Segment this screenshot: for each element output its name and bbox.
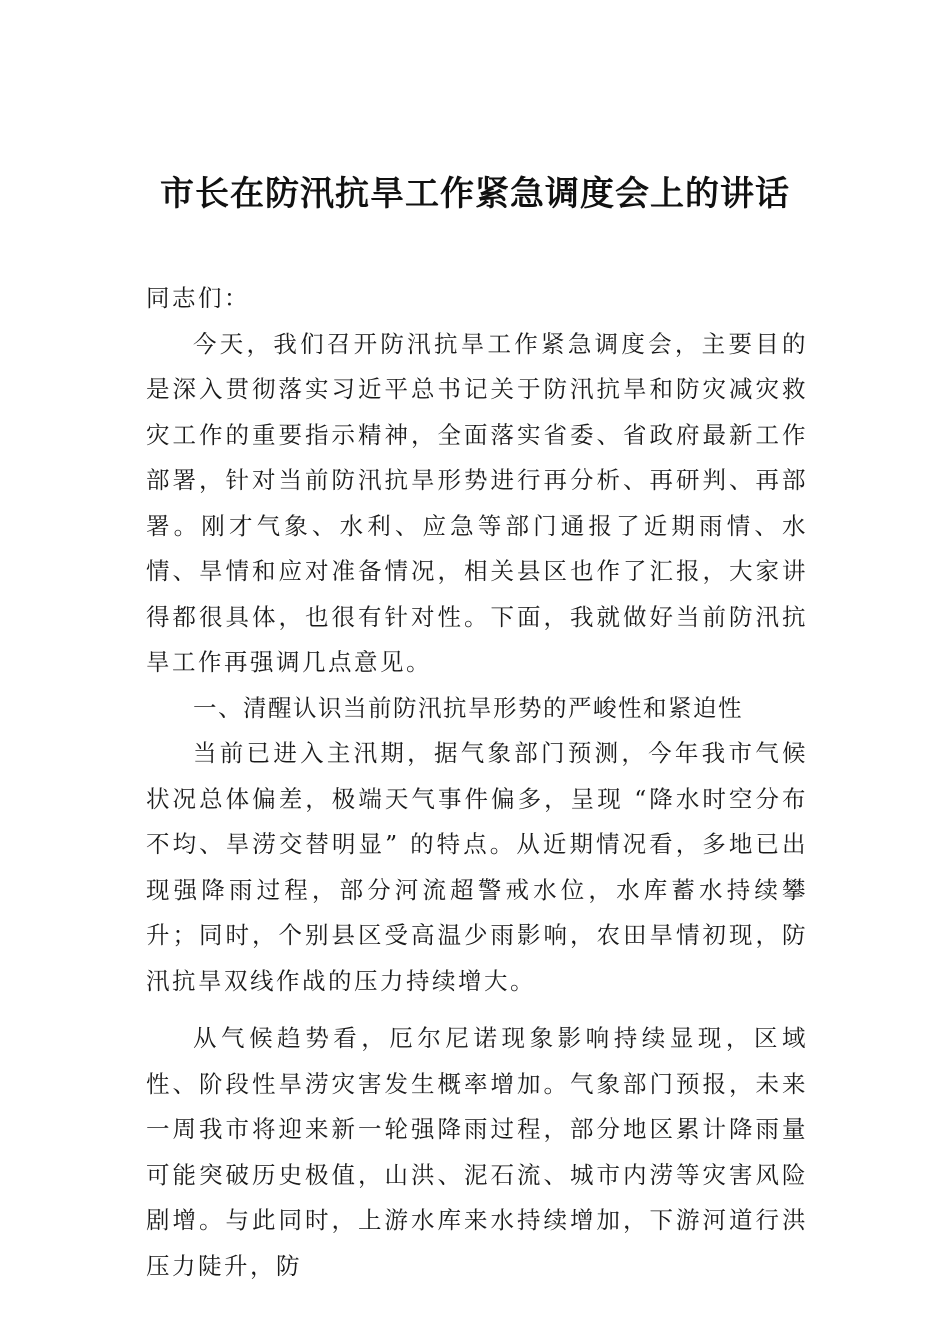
document-body [146,276,808,1289]
salutation: 同志们： [146,284,250,312]
section-1-heading: 一、清醒认识当前防汛抗旱形势的严峻性和紧迫性 [193,693,743,722]
document-title: 市长在防汛抗旱工作紧急调度会上的讲话 [160,174,790,214]
section-1-paragraph-2: 从气候趋势看，厄尔尼诺现象影响持续显现，区域性、阶段性旱涝灾害发生概率增加。气象部门预报，未来一周我市将迎来新一轮强降雨过程，部分地区累计降雨量可能突破历史极值，山洪、泥石流、城市内涝等灾害风险剧增。与此同时，上游水库来水持续增加，下游河道行洪压力陡升，防 [146,1024,808,1280]
section-1-paragraph-1: 当前已进入主汛期，据气象部门预测，今年我市气候状况总体偏差，极端天气事件偏多，呈现 “降水时空分布不均、旱涝交替明显” 的特点。从近期情况看，多地已出现强降雨过程，部分河流超警戒水位，水库蓄水持续攀升；同时，个别县区受高温少雨影响，农田旱情初现，防汛抗旱双线作战的压力持续增大。 [146,739,808,995]
intro-paragraph: 今天，我们召开防汛抗旱工作紧急调度会，主要目的是深入贯彻落实习近平总书记关于防汛抗旱和防灾减灾救灾工作的重要指示精神，全面落实省委、省政府最新工作部署，针对当前防汛抗旱形势进行再分析、再研判、再部署。刚才气象、水利、应急等部门通报了近期雨情、水情、旱情和应对准备情况，相关县区也作了汇报，大家讲得都很具体，也很有针对性。下面，我就做好当前防汛抗旱工作再强调几点意见。 [146,329,808,676]
